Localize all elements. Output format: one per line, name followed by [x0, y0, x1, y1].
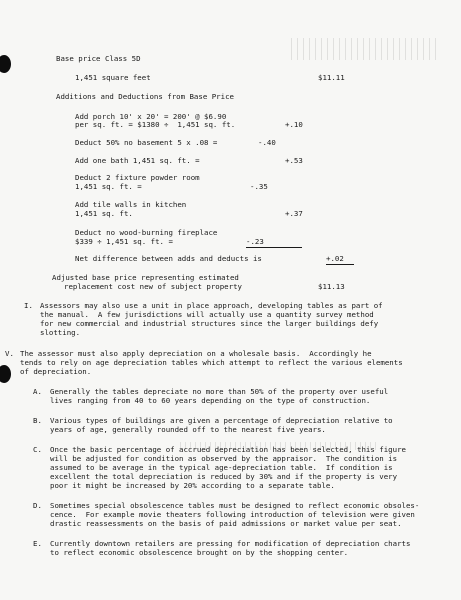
item-amount: -.23: [246, 238, 302, 248]
item-e-line: to reflect economic obsolescence brought on by the shopping center.: [50, 548, 349, 557]
adjusted-price-line1: Adjusted base price representing estimated: [52, 273, 239, 282]
item-a-line: Generally the tables depreciate no more than 50% of the property over useful: [50, 387, 389, 396]
item-line2: $339 ÷ 1,451 sq. ft. =: [75, 237, 173, 246]
note-i-line: the manual. A few jurisdictions will actually use a quantity survey method: [40, 310, 374, 319]
item-line2: 1,451 sq. ft. =: [75, 182, 142, 191]
item-amount: +.37: [285, 209, 303, 218]
item-line1: Deduct 2 fixture powder room: [75, 173, 200, 182]
item-amount: +.10: [285, 120, 303, 129]
item-d-marker: D.: [33, 501, 42, 510]
item-line2: per sq. ft. = $1380 ÷ 1,451 sq. ft.: [75, 120, 236, 129]
item-c-marker: C.: [33, 445, 42, 454]
adjusted-price-amount: $11.13: [318, 282, 345, 291]
section-v-marker: V.: [5, 349, 14, 358]
item-c-line: will be adjusted for condition as observed by the appraisor. The condition is: [50, 454, 398, 463]
item-c-line: Once the basic percentage of accrued depreciation has been selected, this figure: [50, 445, 406, 454]
adds-deducts-title: Additions and Deductions from Base Price: [56, 92, 234, 101]
note-i-marker: I.: [24, 301, 33, 310]
item-c-line: assumed to be average in the typical age-depreciation table. If condition is: [50, 463, 393, 472]
item-line1: Add tile walls in kitchen: [75, 200, 187, 209]
item-d-line: drastic reassessments on the basis of paid admissions or market value per seat.: [50, 519, 402, 528]
item-amount: -.35: [250, 182, 268, 191]
base-price-header: Base price Class 5D: [56, 54, 141, 63]
item-amount: -.40: [258, 138, 276, 147]
item-line1: Add porch 10' x 20' = 200' @ $6.90: [75, 112, 227, 121]
item-d-line: cence. For example movie theaters following introduction of television were given: [50, 510, 415, 519]
item-b-line: years of age, generally rounded off to the nearest five years.: [50, 425, 326, 434]
net-difference-label: Net difference between adds and deducts is: [75, 254, 262, 263]
net-difference-amount: +.02: [326, 255, 354, 265]
item-line2: 1,451 sq. ft.: [75, 209, 133, 218]
note-i-line: Assessors may also use a unit in place approach, developing tables as part of: [40, 301, 383, 310]
section-v-line: tends to rely on age depreciation tables which attempt to reflect the various elements: [20, 358, 403, 367]
item-line1: Deduct 50% no basement 5 x .08 =: [75, 138, 218, 147]
item-amount: +.53: [285, 156, 303, 165]
item-e-line: Currently downtown retailers are pressing for modification of depreciation charts: [50, 539, 411, 548]
area-line: 1,451 square feet: [75, 73, 151, 82]
note-i-line: slotting.: [40, 328, 81, 337]
item-b-line: Various types of buildings are given a percentage of depreciation relative to: [50, 416, 393, 425]
item-b-marker: B.: [33, 416, 42, 425]
item-a-line: lives ranging from 40 to 60 years depending on the type of construction.: [50, 396, 371, 405]
item-d-line: Sometimes special obsolescence tables must be designed to reflect economic obsoles-: [50, 501, 420, 510]
item-line1: Deduct no wood-burning fireplace: [75, 228, 218, 237]
item-line1: Add one bath 1,451 sq. ft. =: [75, 156, 200, 165]
item-e-marker: E.: [33, 539, 42, 548]
punch-hole: [0, 365, 11, 383]
note-i-line: for new commercial and industrial structures since the larger buildings defy: [40, 319, 379, 328]
scan-noise: [291, 38, 441, 60]
adjusted-price-line2: replacement cost new of subject property: [64, 282, 242, 291]
punch-hole: [0, 55, 11, 73]
item-c-line: excellent the total depreciation is reduced by 30% and if the property is very: [50, 472, 398, 481]
section-v-line: The assessor must also apply depreciation on a wholesale basis. Accordingly he: [20, 349, 372, 358]
section-v-line: of depreciation.: [20, 367, 92, 376]
base-price-amount: $11.11: [318, 73, 345, 82]
item-a-marker: A.: [33, 387, 42, 396]
item-c-line: poor it might be increased by 20% according to a separate table.: [50, 481, 335, 490]
